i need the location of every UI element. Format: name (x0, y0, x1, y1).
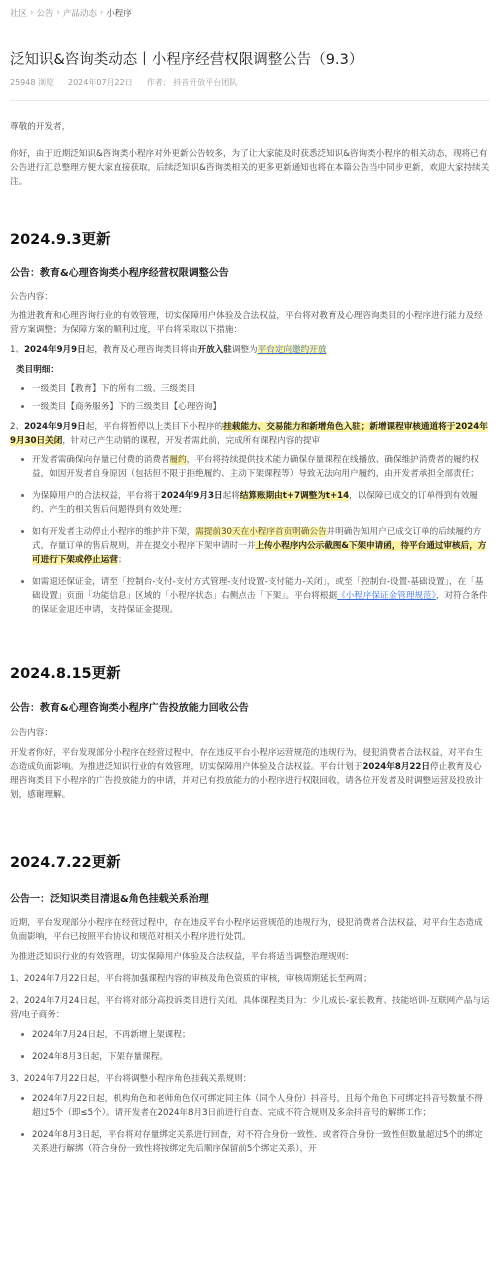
highlight-text: 结算账期由t+7调整为t+14 (239, 491, 350, 501)
article-body (0, 120, 500, 1156)
view-count: 25948 浏览 (10, 78, 54, 87)
chevron-right-icon: › (30, 8, 34, 18)
author-name[interactable]: 抖音开放平台团队 (173, 78, 238, 87)
breadcrumb-community[interactable]: 社区 (10, 9, 28, 19)
highlight-link[interactable]: 平台定向邀约开放 (257, 345, 327, 355)
paragraph: 近期，平台发现部分小程序在经营过程中，存在违反平台小程序运营规范的违规行为，侵犯消费者合法权益，对平台生态造成负面影响，平台已按照平台协议和规范对相关小程序进行处罚。 (10, 918, 483, 942)
rule-2-list (10, 1028, 490, 1064)
rule-1: 1、2024年7月22日起，平台将加强课程内容的审核及角色资质的审核，审核周期延长至两周； (10, 974, 372, 984)
paragraph-text: 停止教育及心理咨询类目下小程序的广告投放能力的申请，并对已有投放能力的小程序进行权限回收，请各位开发者及时调整运营及投放计划，感谢理解。 (10, 762, 483, 800)
item-text: ，针对已产生动销的课程，开发者需此前，完成所有课程内容的提审 (62, 436, 321, 446)
highlight-text: 需提前30天在小程序首页明确公告 (195, 527, 327, 537)
item-1 (10, 343, 490, 357)
item-text: 起将 (222, 491, 240, 501)
breadcrumb (0, 0, 500, 20)
publish-date: 2024年07月22日 (68, 78, 133, 87)
chevron-right-icon: › (56, 8, 60, 18)
item-text: ，对符合条件的保证金退还申请，支持保证金提现。 (32, 591, 488, 615)
intro-paragraph: 你好，由于近期泛知识&咨询类小程序对外更新公告较多，为了让大家能及时获悉泛知识&咨询类小程序的相关动态，现将已有公告进行汇总整理方便大家直接获取，后续泛知识&咨询类相关的更多更新通知也将在本篇公告当中同步更新，欢迎大家持续关注。 (10, 149, 490, 187)
page-title: 泛知识&咨询类动态丨小程序经营权限调整公告（9.3） (10, 52, 364, 68)
breadcrumb-miniapp[interactable]: 小程序 (106, 9, 132, 19)
date-text: 2024年9月9日 (24, 422, 86, 432)
list-item (10, 575, 490, 617)
item-number: 1、 (10, 345, 25, 355)
section-subheading: 公告：教育&心理咨询类小程序广告投放能力回收公告 (10, 703, 249, 714)
paragraph-text: 开发者你好，平台发现部分小程序在经营过程中，存在违反平台小程序运营规范的违规行为，侵犯消费者合法权益，对平台生态造成负面影响。为推进泛知识行业的有效管理，切实保障用户体验及合法权益。平台计划于 (10, 748, 483, 772)
item-text: 调整为 (231, 345, 258, 355)
author-label: 作者： (146, 78, 171, 87)
chevron-right-icon: › (99, 8, 104, 18)
breadcrumb-product-news[interactable]: 产品动态 (62, 9, 97, 19)
list-item: 一级类目【商务服务】下的三级类目【心理咨询】 (10, 400, 490, 414)
item-text: ； (117, 555, 127, 565)
item-text: 起，教育及心理咨询类目将由 (85, 345, 198, 355)
paragraph: 为推进泛知识行业的有效管理，切实保障用户体验及合法权益，平台将适当调整治理规则： (10, 952, 354, 962)
author-info (147, 77, 238, 88)
item-text: ，以保障已成交的订单得到有效履约、产生的相关售后问题得到有效处理； (32, 491, 479, 515)
list-item (10, 453, 490, 481)
item-text: 如需退还保证金，请至「控制台-支付-支付方式管理-支付设置-支付能力-关闭」，或至「控制台-设置-基础设置」，在「基础设置」页面「功能信息」区域的「小程序状态」右侧点击「下架」。平台将根据 (32, 577, 484, 601)
section-heading-0815: 2024.8.15更新 (10, 666, 121, 682)
item-text: 如有开发者主动停止小程序的维护并下架， (32, 527, 196, 537)
section-heading-0722: 2024.7.22更新 (10, 855, 121, 871)
date-text: 2024年8月22日 (362, 762, 430, 772)
breadcrumb-notice[interactable]: 公告 (36, 9, 54, 19)
list-item: 2024年7月24日起，不再新增上架课程； (10, 1028, 490, 1042)
item-number: 2、 (10, 422, 25, 432)
list-item: 2024年7月22日起，机构角色和老师角色仅可绑定同主体（同个人身份）抖音号，且每个角色下可绑定抖音号数量不得超过5个（即≤5个）。请开发者在2024年8月3日前进行自查、完成不符合规则及多余抖音号的解绑工作； (10, 1092, 490, 1120)
item-text: 起，平台将暂停以上类目下小程序的 (85, 422, 224, 432)
item-text: 并明确告知用户已成交订单的后续履约方式，存量订单的售后规则，并在提交小程序下架申请时一并 (32, 527, 482, 551)
section-subheading: 公告一：泛知识类目清退&角色挂载关系治理 (10, 894, 209, 905)
content-label: 公告内容： (10, 292, 53, 302)
category-list (10, 382, 490, 414)
paragraph (10, 746, 490, 802)
list-item: 2024年8月3日起，下架存量课程。 (10, 1050, 490, 1064)
article-meta (10, 77, 490, 88)
item-text: 开发者需确保向存量已付费的消费者 (32, 455, 170, 465)
date-text: 2024年9月9日 (24, 345, 86, 355)
section-heading-0903: 2024.9.3更新 (10, 232, 111, 248)
item-text: ，平台将持续提供技术能力确保存量课程在线播放、确保维护消费者的履约权益，如因开发者自身原因（包括但不限于拒绝履约、主动下架课程等）导致无法向用户履约，由开发者承担全部责任； (32, 455, 479, 479)
rule-3: 3、2024年7月22日起，平台将调整小程序角色挂载关系规则： (10, 1074, 252, 1084)
paragraph: 为推进教育和心理咨询行业的有效管理，切实保障用户体验及合法权益，平台将对教育及心理咨询类目的小程序进行能力及经营方案调整；为保障方案的顺利过度，平台将采取以下措施： (10, 311, 483, 335)
highlight-text: 上传小程序内公示截图&下架申请函，待平台通过审核后，方可进行下架或停止运营 (32, 541, 487, 565)
bold-text: 开放入驻 (197, 345, 232, 355)
measure-list (10, 453, 490, 617)
section-subheading: 公告：教育&心理咨询类小程序经营权限调整公告 (10, 268, 229, 279)
highlight-text: 履约 (169, 455, 187, 465)
greeting: 尊敬的开发者， (10, 122, 71, 132)
list-item: 2024年8月3日起，平台将对存量绑定关系进行回查，对不符合身份一致性、或者符合身份一致性但数量超过5个的绑定关系进行解绑（符合身份一致性将按绑定先后顺序保留前5个绑定关系），开 (10, 1128, 490, 1156)
rule-3-list (10, 1092, 490, 1156)
deposit-rules-link[interactable]: 《小程序保证金管理规范》 (337, 591, 436, 601)
list-item (10, 525, 490, 567)
list-item: 一级类目【教育】下的所有二级、三级类目 (10, 382, 490, 396)
content-label: 公告内容： (10, 728, 53, 738)
date-text: 2024年9月3日 (160, 491, 223, 501)
rule-2: 2、2024年7月24日起，平台将对部分高投诉类目进行关闭。具体课程类目为：少儿成长-家长教育、技能培训-互联网产品与运营/电子商务： (10, 996, 490, 1020)
category-label: 类目明细： (16, 365, 59, 375)
item-text: 为保障用户的合法权益，平台将于 (32, 491, 161, 501)
list-item (10, 489, 490, 517)
divider (10, 100, 490, 101)
item-2 (10, 420, 490, 448)
highlight-text: 挂载能力、交易能力和新增角色入驻；新增课程审核通道将于2024年9月30日关闭 (10, 422, 488, 446)
category-label-row (10, 363, 490, 377)
